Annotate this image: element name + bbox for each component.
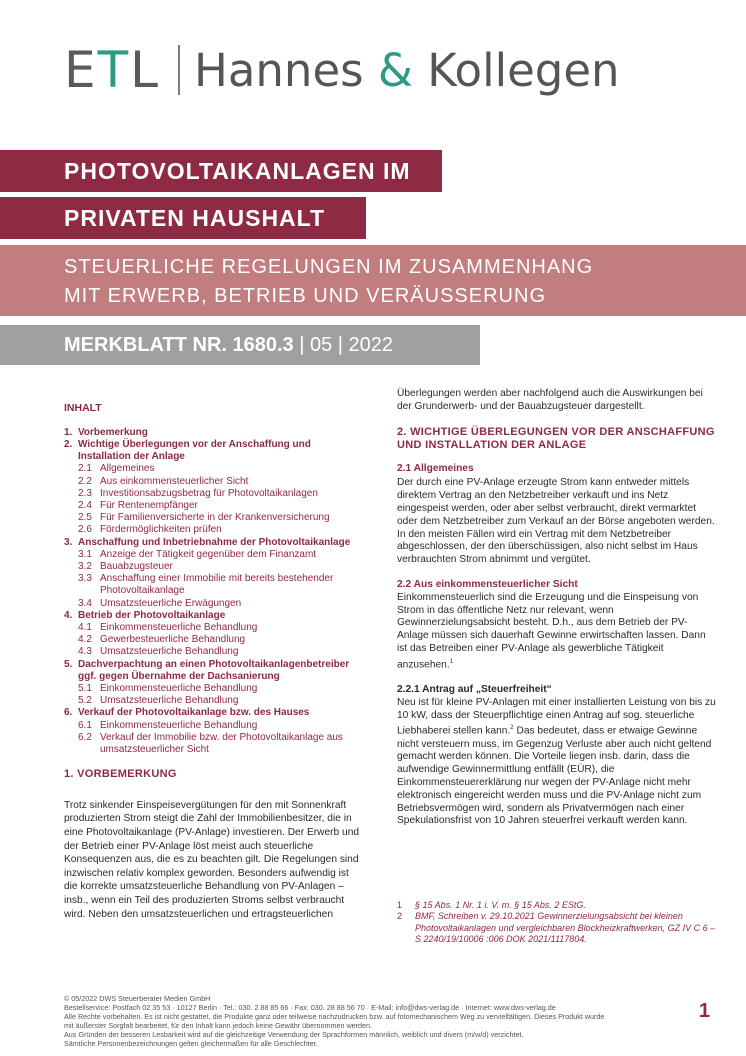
toc-number: 4.1 bbox=[78, 622, 92, 634]
toc-subsection[interactable] bbox=[64, 598, 364, 610]
merkblatt-band bbox=[0, 325, 480, 365]
section-2-2-body: Einkommensteuerlich sind die Erzeugung und die Einspeisung von Strom in das öffentliche Netz nur relevant, wenn Gewinnerzielungsabsicht besteht. D.h., aus dem Betrieb der PV-Anlage müssen sich dauerhaft Gewinne erwirtschaften lassen. Dann ist das Betreiben einer PV-Anlage als gewerbliche Tätigkeit anzusehen. bbox=[397, 591, 706, 671]
toc-number: 2.4 bbox=[78, 500, 92, 512]
toc-title: Anzeige der Tätigkeit gegenüber dem Finanzamt bbox=[100, 548, 317, 560]
toc-title: Umsatzsteuerliche Behandlung bbox=[100, 695, 239, 707]
toc-title: Gewerbesteuerliche Behandlung bbox=[100, 634, 246, 646]
title-line-1: PHOTOVOLTAIKANLAGEN IM bbox=[0, 150, 442, 192]
toc-number: 3. bbox=[64, 536, 73, 548]
toc-subsection[interactable] bbox=[64, 646, 364, 658]
toc-title: Allgemeines bbox=[100, 463, 155, 475]
intro-text: Überlegungen werden aber nachfolgend auch die Auswirkungen bei der Grunderwerb- und der Bauabzugsteuer dargestellt. bbox=[397, 388, 703, 412]
toc-number: 5. bbox=[64, 658, 73, 670]
toc-title: Wichtige Überlegungen vor der Anschaffung und Installation der Anlage bbox=[78, 439, 311, 463]
footer-copyright: © 05/2022 DWS Steuerberater Medien GmbH bbox=[64, 994, 211, 1003]
toc-subsection[interactable] bbox=[64, 561, 364, 573]
toc-number: 3.3 bbox=[78, 573, 92, 585]
section-2-2-1-body-a: Neu ist für kleine PV-Anlagen mit einer installierten Leistung von bis zu 10 kW, dass der Steuerpflichtige einen Antrag auf sog. steuerliche Liebhaberei stellen kann. bbox=[397, 696, 716, 737]
section-2-2-heading: 2.2 Aus einkommensteuerlicher Sicht bbox=[397, 578, 578, 590]
toc-number: 3.1 bbox=[78, 548, 92, 560]
toc-number: 1. bbox=[64, 426, 73, 438]
toc-subsection[interactable] bbox=[64, 549, 364, 561]
company-logo bbox=[64, 38, 620, 102]
toc-title: Betrieb der Photovoltaikanlage bbox=[78, 609, 226, 621]
toc-number: 3.2 bbox=[78, 561, 92, 573]
toc-title: Aus einkommensteuerlicher Sicht bbox=[100, 475, 249, 487]
logo-divider bbox=[178, 45, 180, 95]
merkblatt-date: | 05 | 2022 bbox=[293, 334, 394, 356]
subtitle-line-1: STEUERLICHE REGELUNGEN IM ZUSAMMENHANG bbox=[64, 256, 594, 278]
toc-title: Für Rentenempfänger bbox=[100, 500, 198, 512]
page-number: 1 bbox=[698, 1000, 710, 1022]
footnote-ref-2: 2 bbox=[510, 725, 514, 732]
toc-number: 6.2 bbox=[78, 731, 92, 743]
toc-number: 4.2 bbox=[78, 634, 92, 646]
footer-contact: Bestellservice: Postfach 02 35 53 · 10127 Berlin · Tel.: 030. 2 88 85 66 · Fax: 030. 28 88 56 70 · E-Mail: info@dws-verlag.de · Internet: www.dws-verlag.de bbox=[64, 1003, 556, 1012]
toc-number: 2.2 bbox=[78, 475, 92, 487]
logo-firm-name: Hannes & Kollegen bbox=[194, 43, 620, 97]
subtitle-band bbox=[0, 245, 746, 316]
toc-number: 5.2 bbox=[78, 695, 92, 707]
footer-legal: Alle Rechte vorbehalten. Es ist nicht gestattet, die Produkte ganz oder teilweise nachzudrucken bzw. auf fotomechanischem Weg zu vervielfältigen. Dieses Produkt wurde bbox=[64, 1012, 605, 1021]
toc-subsection[interactable] bbox=[64, 573, 364, 597]
toc-number: 5.1 bbox=[78, 683, 92, 695]
toc-title: Einkommensteuerliche Behandlung bbox=[100, 719, 258, 731]
toc-subsection[interactable] bbox=[64, 634, 364, 646]
title-line-2: PRIVATEN HAUSHALT bbox=[0, 197, 366, 239]
subtitle-line-2: MIT ERWERB, BETRIEB UND VERÄUSSERUNG bbox=[64, 285, 546, 307]
toc-number: 2. bbox=[64, 439, 73, 450]
footer-note: Aus Gründen der besseren Lesbarkeit wird auf die gleichzeitige Verwendung der Sprachformen männlich, weiblich und divers (m/w/d) verzichtet. bbox=[64, 1030, 524, 1039]
section-2-1-text: Der durch eine PV-Anlage erzeugte Strom kann entweder mittels direktem Vertrag an den Netzbetreiber verkauft und ins Netz eingespeist werden, oder aber selbst verbraucht, direkt vermarktet oder dem Netzbetreiber zum Verkauf an der Börse angeboten werden. In den meisten Fällen wird ein Vertrag mit dem Netzbetreiber abgeschlossen, der den überschüssigen, also nicht selbst im Haus verbrauchten Strom abnimmt und vergütet. bbox=[397, 477, 715, 566]
toc-subsection[interactable] bbox=[64, 720, 364, 732]
toc-title: Einkommensteuerliche Behandlung bbox=[100, 683, 258, 695]
toc-chapter[interactable] bbox=[64, 707, 364, 719]
section-2-2-1-text bbox=[397, 697, 717, 828]
table-of-contents bbox=[64, 427, 364, 756]
toc-number: 4.3 bbox=[78, 646, 92, 658]
toc-title: Dachverpachtung an einen Photovoltaikanlagenbetreiber ggf. gegen Übernahme der Dachsanierung bbox=[78, 658, 350, 682]
toc-title: Umsatzsteuerliche Erwägungen bbox=[100, 597, 242, 609]
toc-title: Für Familienversicherte in der Krankenversicherung bbox=[100, 512, 330, 524]
toc-title: Vorbemerkung bbox=[78, 426, 148, 438]
toc-subsection[interactable] bbox=[64, 695, 364, 707]
footer-note: Sämtliche Personenbezeichnungen gelten gleichermaßen für alle Geschlechter. bbox=[64, 1039, 318, 1048]
toc-title: Verkauf der Immobilie bzw. der Photovoltaikanlage aus umsatzsteuerlicher Sicht bbox=[100, 731, 343, 756]
toc-subsection[interactable] bbox=[64, 524, 364, 536]
toc-chapter[interactable] bbox=[64, 659, 364, 683]
toc-chapter[interactable] bbox=[64, 439, 364, 463]
toc-number: 2.5 bbox=[78, 512, 92, 524]
toc-subsection[interactable] bbox=[64, 488, 364, 500]
toc-number: 6.1 bbox=[78, 719, 92, 731]
section-1-text: Trotz sinkender Einspeisevergütungen für den mit Sonnenkraft produzierten Strom steigt die Zahl der Immobilienbesitzer, die in eine Photovoltaikanlage (PV-Anlage) investieren. Der Erwerb und der Betrieb einer PV-Anlage löst meist auch steuerliche Konsequenzen aus, die es zu beachten gilt. Die Regelungen sind inzwischen relativ komplex geworden. Besonders aufwendig ist die korrekte umsatzsteuerliche Behandlung von PV-Anlagen – insb., wenn ein Teil des produzierten Stroms selbst verbraucht wird. Neben den umsatzsteuerlichen und ertragsteuerlichen bbox=[64, 799, 360, 920]
section-2-1-heading: 2.1 Allgemeines bbox=[397, 462, 474, 474]
section-2-2-1-heading: 2.2.1 Antrag auf „Steuerfreiheit“ bbox=[397, 683, 552, 695]
footnote: 1 § 15 Abs. 1 Nr. 1 i. V. m. § 15 Abs. 2 EStG. bbox=[397, 900, 586, 910]
section-2-2-text bbox=[397, 592, 717, 672]
footnote: 2 BMF, Schreiben v. 29.10.2021 Gewinnerzielungsabsicht bei kleinen Photovoltaikanlagen und vergleichbaren Blockheizkraftwerken, GZ IV C 6 – S 2240/19/10006 :006 DOK 2021/1117804. bbox=[397, 911, 716, 944]
toc-number: 4. bbox=[64, 609, 73, 621]
footnotes bbox=[397, 900, 717, 945]
toc-subsection[interactable] bbox=[64, 512, 364, 524]
toc-title: Investitionsabzugsbetrag für Photovoltaikanlagen bbox=[100, 487, 318, 499]
toc-number: 2.3 bbox=[78, 487, 92, 499]
toc-title: Anschaffung einer Immobilie mit bereits bestehender Photovoltaikanlage bbox=[100, 573, 334, 597]
page-footer bbox=[64, 994, 684, 1048]
toc-chapter[interactable] bbox=[64, 537, 364, 549]
toc-chapter[interactable] bbox=[64, 427, 364, 439]
left-column bbox=[64, 402, 364, 921]
section-2-2-1-body-b: Das bedeutet, dass er etwaige Gewinne nicht versteuern muss, im Gegenzug Verluste aber auch nicht geltend gemacht werden können. Die Vorteile liegen insb. darin, dass die aufwendige Gewinnermittlung entfällt (EÜR), die Einkommensteuererklärung nur wegen der PV-Anlage nicht mehr elektronisch eingereicht werden muss und die PV-Anlage nicht zum Betriebsvermögen wird, sondern als Privatvermögen nach einer Spekulationsfrist von 10 Jahren steuerfrei verkauft werden kann. bbox=[397, 725, 712, 827]
toc-number: 2.1 bbox=[78, 463, 92, 475]
toc-number: 2.6 bbox=[78, 524, 92, 536]
merkblatt-number: MERKBLATT NR. 1680.3 bbox=[64, 334, 294, 356]
toc-subsection[interactable] bbox=[64, 732, 364, 756]
footnote-ref-1: 1 bbox=[449, 658, 454, 665]
footer-legal: mit äußerster Sorgfalt bearbeitet, für den Inhalt kann jedoch keine Gewähr übernommen werden. bbox=[64, 1021, 373, 1030]
toc-number: 6. bbox=[64, 707, 73, 719]
toc-title: Anschaffung und Inbetriebnahme der Photovoltaikanlage bbox=[78, 536, 351, 548]
toc-chapter[interactable] bbox=[64, 610, 364, 622]
section-1-heading: 1. VORBEMERKUNG bbox=[64, 768, 177, 781]
toc-subsection[interactable] bbox=[64, 476, 364, 488]
toc-subsection[interactable] bbox=[64, 463, 364, 475]
toc-subsection[interactable] bbox=[64, 683, 364, 695]
toc-number: 3.4 bbox=[78, 597, 92, 609]
toc-title: Verkauf der Photovoltaikanlage bzw. des Hauses bbox=[78, 707, 310, 719]
toc-title: Bauabzugsteuer bbox=[100, 561, 173, 573]
toc-heading: INHALT bbox=[64, 402, 102, 414]
logo-etl: ETL bbox=[64, 41, 160, 99]
toc-title: Fördermöglichkeiten prüfen bbox=[100, 524, 222, 536]
toc-title: Einkommensteuerliche Behandlung bbox=[100, 622, 258, 634]
section-2-heading: 2. WICHTIGE ÜBERLEGUNGEN VOR DER ANSCHAFFUNG UND INSTALLATION DER ANLAGE bbox=[397, 425, 715, 452]
right-column bbox=[397, 388, 717, 828]
toc-subsection[interactable] bbox=[64, 500, 364, 512]
toc-title: Umsatzsteuerliche Behandlung bbox=[100, 646, 239, 658]
toc-subsection[interactable] bbox=[64, 622, 364, 634]
